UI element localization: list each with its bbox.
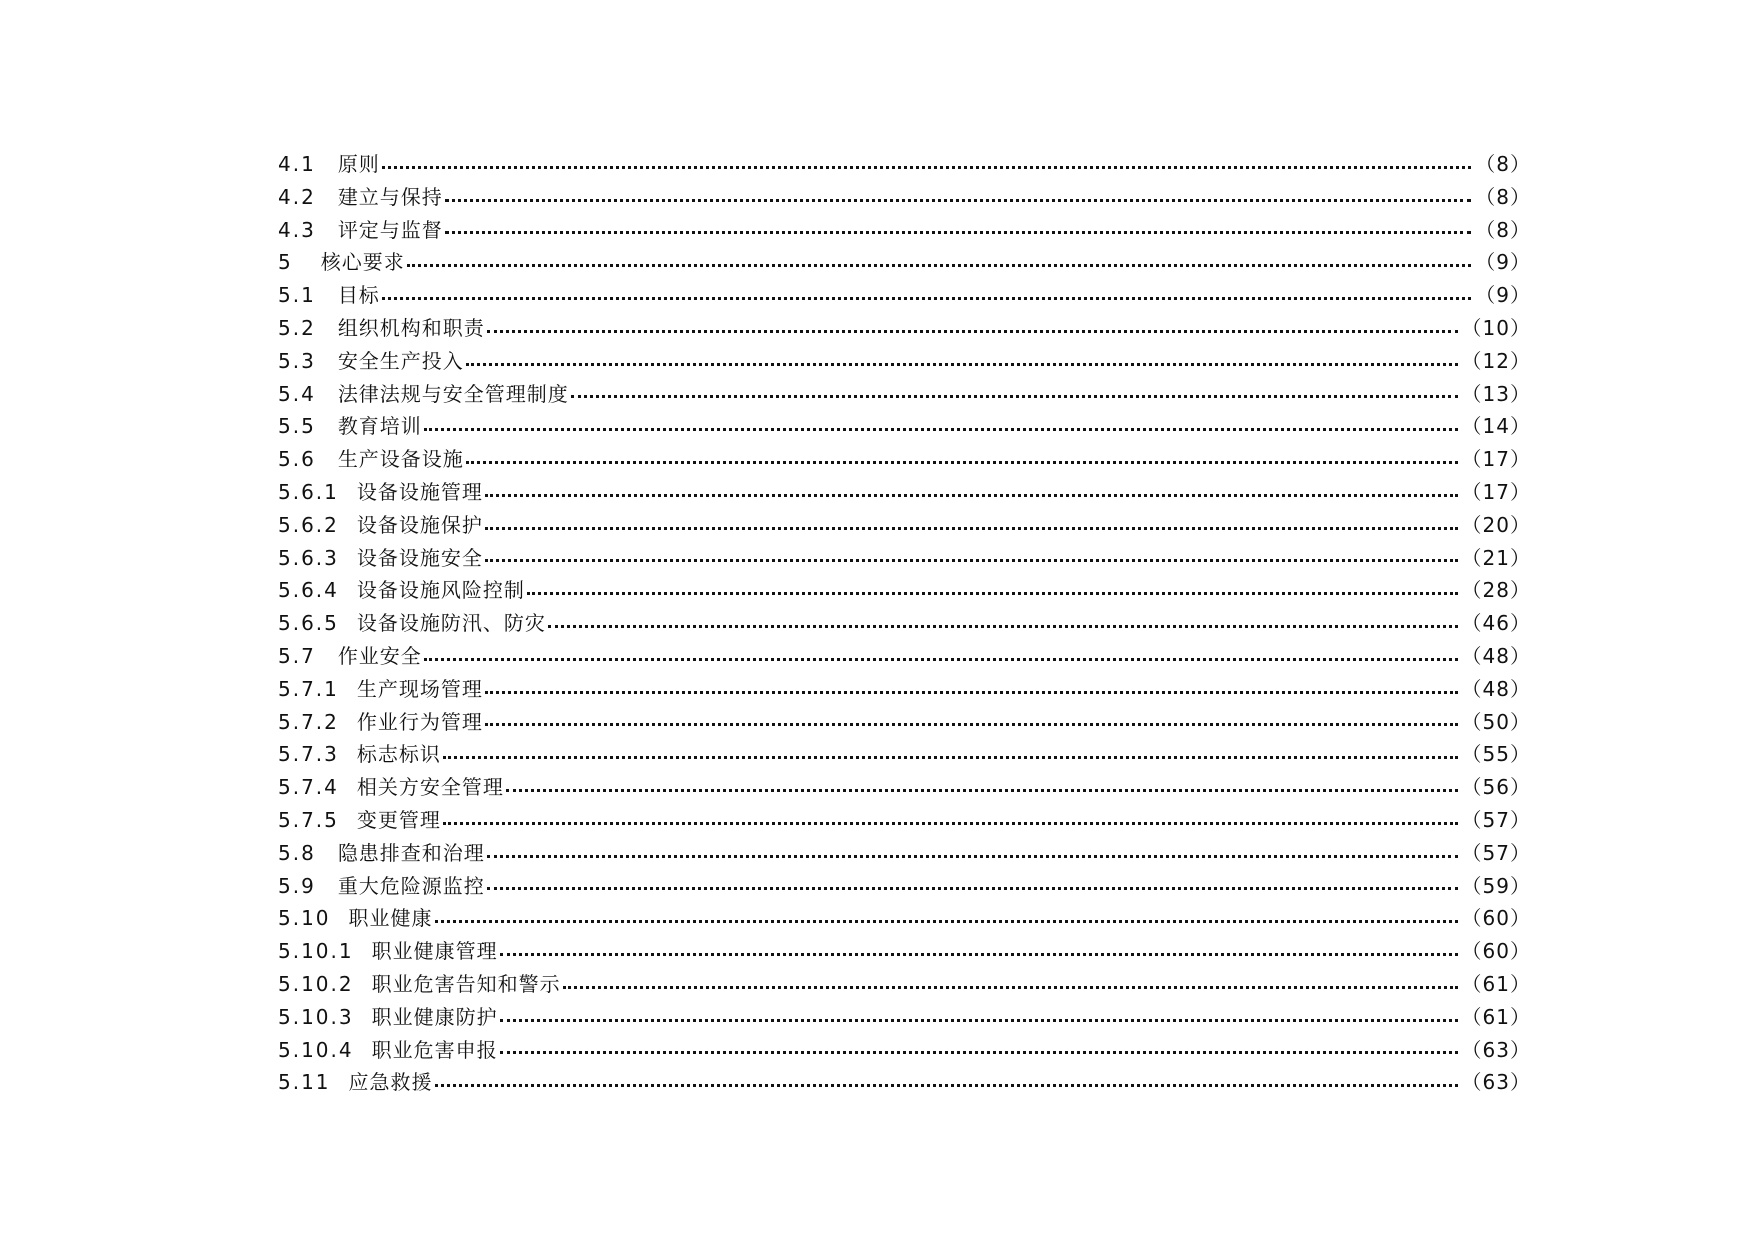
- toc-entry-page-number: （61）: [1461, 971, 1531, 996]
- dot-leader: [527, 592, 1458, 595]
- dot-leader: [487, 855, 1458, 858]
- toc-entry-title: 原则: [337, 152, 380, 176]
- toc-entry-page-number: （48）: [1461, 676, 1531, 701]
- dot-leader: [487, 887, 1458, 890]
- toc-entry-number: 5.8: [278, 840, 316, 865]
- toc-entry: [278, 148, 1531, 181]
- toc-entry-page-number: （10）: [1461, 315, 1531, 340]
- toc-entry-title: 变更管理: [356, 807, 441, 832]
- toc-entry-title: 法律法规与安全管理制度: [337, 381, 569, 406]
- toc-entry-number: 4.1: [278, 152, 316, 176]
- dot-leader: [571, 395, 1458, 398]
- toc-entry: [278, 902, 1531, 935]
- toc-entry-title: 安全生产投入: [337, 348, 464, 373]
- dot-leader: [445, 231, 1471, 234]
- toc-entry-number: 5.7: [278, 643, 316, 668]
- toc-entry: [278, 968, 1531, 1001]
- toc-entry-page-number: （63）: [1461, 1070, 1531, 1095]
- dot-leader: [485, 494, 1458, 497]
- toc-entry-page-number: （9）: [1475, 250, 1531, 275]
- toc-entry-page-number: （57）: [1461, 807, 1531, 832]
- toc-entry: [278, 935, 1531, 968]
- toc-entry-number: 5.1: [278, 283, 316, 308]
- toc-entry-title: 应急救援: [348, 1070, 433, 1095]
- toc-entry-title: 生产现场管理: [356, 676, 483, 701]
- toc-entry-title: 设备设施风险控制: [356, 578, 525, 603]
- dot-leader: [500, 953, 1458, 956]
- toc-entry-number: 5.6.2: [278, 512, 339, 537]
- toc-entry: [278, 509, 1531, 542]
- toc-entry-page-number: （8）: [1475, 152, 1531, 176]
- toc-entry-page-number: （61）: [1461, 1004, 1531, 1029]
- toc-entry-page-number: （9）: [1475, 283, 1531, 308]
- toc-entry-page-number: （17）: [1461, 479, 1531, 504]
- toc-entry-title: 职业危害申报: [371, 1037, 498, 1062]
- toc-entry-number: 5.10.4: [278, 1037, 354, 1062]
- toc-entry-number: 5.10.2: [278, 971, 354, 996]
- toc-entry: [278, 476, 1531, 509]
- dot-leader: [443, 756, 1458, 759]
- toc-entry-number: 5.7.2: [278, 709, 339, 734]
- dot-leader: [500, 1051, 1458, 1054]
- toc-entry: [278, 771, 1531, 804]
- toc-entry: [278, 1034, 1531, 1067]
- toc-entry-page-number: （48）: [1461, 643, 1531, 668]
- toc-entry-title: 重大危险源监控: [337, 873, 485, 898]
- dot-leader: [443, 822, 1458, 825]
- toc-entry-page-number: （8）: [1475, 217, 1531, 242]
- dot-leader: [506, 789, 1458, 792]
- toc-entry-number: 5.4: [278, 381, 316, 406]
- toc-entry-page-number: （12）: [1461, 348, 1531, 373]
- toc-entry-number: 5.10.3: [278, 1004, 354, 1029]
- toc-entry: [278, 443, 1531, 476]
- toc-entry-page-number: （21）: [1461, 545, 1531, 570]
- dot-leader: [382, 297, 1471, 300]
- toc-entry: [278, 706, 1531, 739]
- toc-entry-title: 职业健康: [348, 906, 433, 931]
- toc-entry-number: 4.2: [278, 184, 316, 209]
- toc-entry: [278, 804, 1531, 837]
- dot-leader: [382, 166, 1471, 169]
- toc-entry-number: 5.6.1: [278, 479, 339, 504]
- toc-entry: [278, 181, 1531, 214]
- dot-leader: [563, 986, 1458, 989]
- dot-leader: [435, 920, 1458, 923]
- toc-entry: [278, 378, 1531, 411]
- toc-entry-title: 隐患排查和治理: [337, 840, 485, 865]
- toc-entry-page-number: （28）: [1461, 578, 1531, 603]
- toc-entry-number: 4.3: [278, 217, 316, 242]
- dot-leader: [407, 264, 1472, 267]
- toc-entry: [278, 279, 1531, 312]
- toc-entry-title: 职业健康防护: [371, 1004, 498, 1029]
- dot-leader: [487, 330, 1458, 333]
- dot-leader: [485, 527, 1458, 530]
- toc-entry-number: 5.7.4: [278, 775, 339, 800]
- toc-entry-title: 教育培训: [337, 414, 422, 439]
- toc-entry-title: 设备设施保护: [356, 512, 483, 537]
- toc-entry: [278, 410, 1531, 443]
- toc-entry-number: 5.6: [278, 447, 316, 472]
- toc-entry-title: 生产设备设施: [337, 447, 464, 472]
- toc-entry-title: 目标: [337, 283, 380, 308]
- toc-entry-number: 5.3: [278, 348, 316, 373]
- toc-entry-page-number: （46）: [1461, 611, 1531, 636]
- toc-entry-number: 5.10: [278, 906, 331, 931]
- dot-leader: [466, 461, 1458, 464]
- toc-entry-page-number: （13）: [1461, 381, 1531, 406]
- toc-entry-number: 5.9: [278, 873, 316, 898]
- toc-entry-title: 职业健康管理: [371, 939, 498, 964]
- dot-leader: [485, 691, 1458, 694]
- toc-entry-number: 5.10.1: [278, 939, 354, 964]
- toc-entry-title: 标志标识: [356, 742, 441, 767]
- toc-entry-number: 5.7.3: [278, 742, 339, 767]
- toc-entry-number: 5.7.5: [278, 807, 339, 832]
- dot-leader: [500, 1019, 1458, 1022]
- toc-entry: [278, 738, 1531, 771]
- dot-leader: [424, 658, 1458, 661]
- toc-entry: [278, 345, 1531, 378]
- toc-entry-page-number: （14）: [1461, 414, 1531, 439]
- toc-entry-number: 5.2: [278, 315, 316, 340]
- toc-entry-page-number: （17）: [1461, 447, 1531, 472]
- dot-leader: [485, 723, 1458, 726]
- toc-entry-title: 相关方安全管理: [356, 775, 504, 800]
- toc-entry-title: 建立与保持: [337, 184, 443, 209]
- toc-entry: [278, 312, 1531, 345]
- toc-entry-number: 5.5: [278, 414, 316, 439]
- toc-entry-page-number: （50）: [1461, 709, 1531, 734]
- toc-entry-title: 核心要求: [320, 250, 405, 275]
- toc-entry-title: 作业行为管理: [356, 709, 483, 734]
- toc-entry-page-number: （60）: [1461, 939, 1531, 964]
- dot-leader: [466, 363, 1458, 366]
- toc-entry: [278, 837, 1531, 870]
- toc-entry-page-number: （8）: [1475, 184, 1531, 209]
- toc-entry-number: 5: [278, 250, 293, 275]
- toc-entry-page-number: （57）: [1461, 840, 1531, 865]
- toc-entry: [278, 214, 1531, 247]
- toc-entry-title: 组织机构和职责: [337, 315, 485, 340]
- toc-entry-title: 设备设施防汛、防灾: [356, 611, 546, 636]
- toc-entry-page-number: （60）: [1461, 906, 1531, 931]
- toc-entry: [278, 673, 1531, 706]
- dot-leader: [548, 625, 1458, 628]
- dot-leader: [435, 1084, 1458, 1087]
- toc-entry-page-number: （56）: [1461, 775, 1531, 800]
- toc-entry: [278, 870, 1531, 903]
- toc-entry: [278, 542, 1531, 575]
- dot-leader: [424, 428, 1458, 431]
- table-of-contents: [278, 148, 1531, 1099]
- toc-entry: [278, 246, 1531, 279]
- toc-entry-page-number: （63）: [1461, 1037, 1531, 1062]
- toc-entry: [278, 1001, 1531, 1034]
- toc-entry-number: 5.7.1: [278, 676, 339, 701]
- toc-entry-page-number: （55）: [1461, 742, 1531, 767]
- dot-leader: [485, 559, 1458, 562]
- toc-entry-number: 5.6.4: [278, 578, 339, 603]
- toc-entry-number: 5.6.3: [278, 545, 339, 570]
- toc-entry: [278, 607, 1531, 640]
- toc-entry-number: 5.6.5: [278, 611, 339, 636]
- toc-entry-title: 设备设施管理: [356, 479, 483, 504]
- dot-leader: [445, 199, 1471, 202]
- toc-entry-title: 职业危害告知和警示: [371, 971, 561, 996]
- toc-entry-page-number: （20）: [1461, 512, 1531, 537]
- toc-entry-page-number: （59）: [1461, 873, 1531, 898]
- toc-entry-title: 设备设施安全: [356, 545, 483, 570]
- toc-entry-title: 评定与监督: [337, 217, 443, 242]
- toc-entry-number: 5.11: [278, 1070, 331, 1095]
- toc-entry: [278, 574, 1531, 607]
- toc-entry-title: 作业安全: [337, 643, 422, 668]
- toc-entry: [278, 1066, 1531, 1099]
- toc-entry: [278, 640, 1531, 673]
